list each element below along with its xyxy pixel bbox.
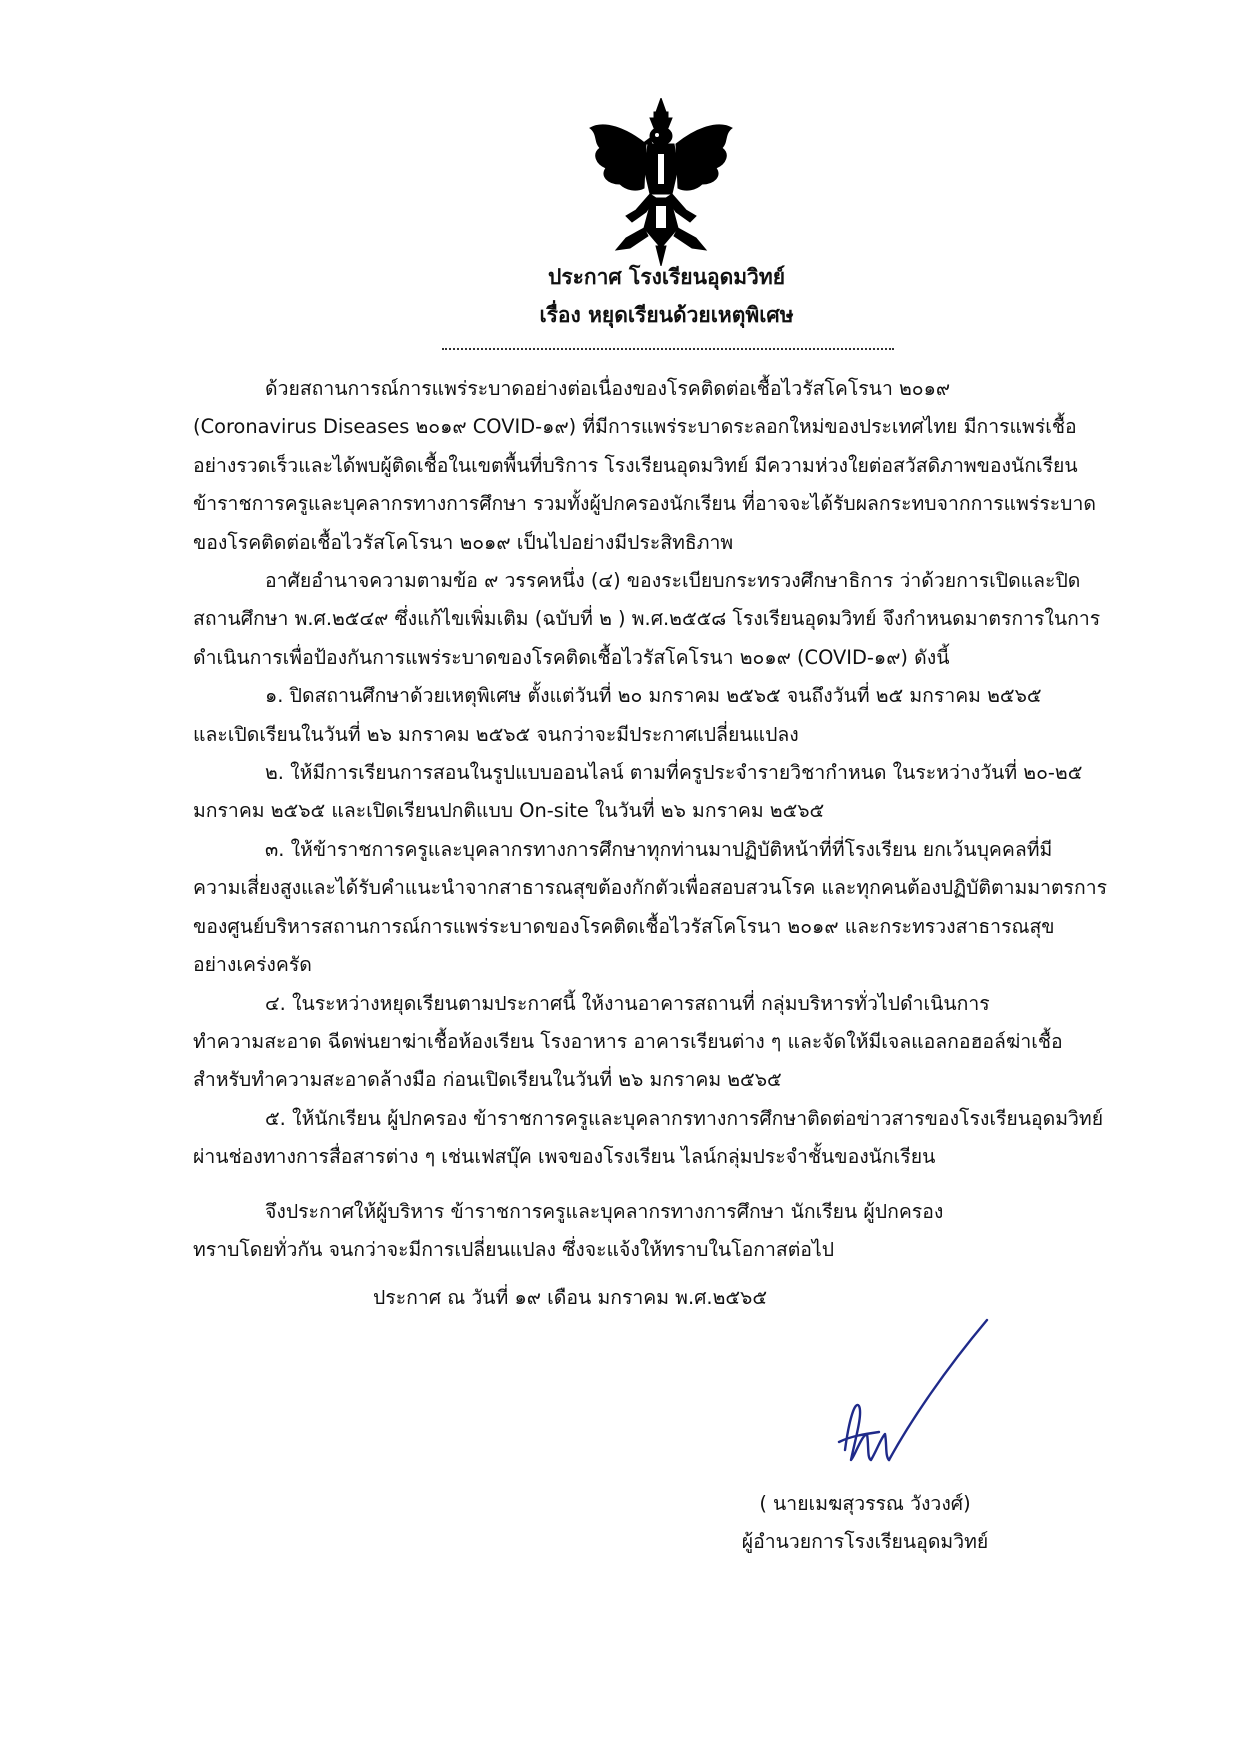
text-line: อาศัยอำนาจความตามข้อ ๙ วรรคหนึ่ง (๔) ของระเบียบกระทรวงศึกษาธิการ ว่าด้วยการเปิดและปิด [265, 569, 1081, 593]
dotted-divider [442, 348, 894, 350]
text-line: มกราคม ๒๕๖๕ และเปิดเรียนปกติแบบ On-site ในวันที่ ๒๖ มกราคม ๒๕๖๕ [193, 799, 825, 823]
text-line: อย่างเคร่งครัด [193, 953, 312, 977]
text-line: และเปิดเรียนในวันที่ ๒๖ มกราคม ๒๕๖๕ จนกว่าจะมีประกาศเปลี่ยนแปลง [193, 722, 799, 746]
text-line: ๑. ปิดสถานศึกษาด้วยเหตุพิเศษ ตั้งแต่วันที่ ๒๐ มกราคม ๒๕๖๕ จนถึงวันที่ ๒๕ มกราคม ๒๕๖๕ [265, 684, 1042, 708]
text-line: ๔. ในระหว่างหยุดเรียนตามประกาศนี้ ให้งานอาคารสถานที่ กลุ่มบริหารทั่วไปดำเนินการ [265, 991, 990, 1015]
text-line: ดำเนินการเพื่อป้องกันการแพร่ระบาดของโรคติดเชื้อไวรัสโคโรนา ๒๐๑๙ (COVID-๑๙) ดังนี้ [193, 645, 950, 669]
garuda-emblem-icon [586, 98, 736, 266]
text-line: ๕. ให้นักเรียน ผู้ปกครอง ข้าราชการครูและบุคลากรทางการศึกษาติดต่อข่าวสารของโรงเรียนอุดมวิทย์ [265, 1106, 1104, 1130]
signature-mark [815, 1310, 1015, 1490]
text-line: ทำความสะอาด ฉีดพ่นยาฆ่าเชื้อห้องเรียน โรงอาหาร อาคารเรียนต่าง ๆ และจัดให้มีเจลแอลกอฮอล์ฆ่าเชื้อ [193, 1029, 1063, 1053]
text-line: ผ่านช่องทางการสื่อสารต่าง ๆ เช่นเฟสบุ๊ค เพจของโรงเรียน ไลน์กลุ่มประจำชั้นของนักเรียน [193, 1145, 936, 1169]
text-line: ๒. ให้มีการเรียนการสอนในรูปแบบออนไลน์ ตามที่ครูประจำรายวิชากำหนด ในระหว่างวันที่ ๒๐-๒๕ [265, 761, 1083, 785]
measure-item-2 [193, 754, 1148, 831]
text-line: ด้วยสถานการณ์การแพร่ระบาดอย่างต่อเนื่องของโรคติดต่อเชื้อไวรัสโคโรนา ๒๐๑๙ [265, 377, 951, 400]
announcement-title: ประกาศ โรงเรียนอุดมวิทย์ [548, 265, 785, 289]
signer-position: ผู้อำนวยการโรงเรียนอุดมวิทย์ [741, 1530, 989, 1553]
paragraph-situation [193, 370, 1148, 562]
measure-item-4 [193, 985, 1148, 1100]
text-line: ของศูนย์บริหารสถานการณ์การแพร่ระบาดของโรคติดเชื้อไวรัสโคโรนา ๒๐๑๙ และกระทรวงสาธารณสุข [193, 914, 1055, 938]
paragraph-authority [193, 562, 1148, 677]
text-line: ความเสี่ยงสูงและได้รับคำแนะนำจากสาธารณสุขต้องกักตัวเพื่อสอบสวนโรค และทุกคนต้องปฏิบัติตามมาตรการ [193, 876, 1108, 900]
text-line: ของโรคติดต่อเชื้อไวรัสโคโรนา ๒๐๑๙ เป็นไปอย่างมีประสิทธิภาพ [193, 530, 734, 554]
measure-item-3 [193, 831, 1148, 985]
text-line: สถานศึกษา พ.ศ.๒๕๔๙ ซึ่งแก้ไขเพิ่มเติม (ฉบับที่ ๒ ) พ.ศ.๒๕๕๘ โรงเรียนอุดมวิทย์ จึงกำหนดมาตรการในการ [193, 607, 1101, 631]
text-line: ข้าราชการครูและบุคลากรทางการศึกษา รวมทั้งผู้ปกครองนักเรียน ที่อาจจะได้รับผลกระทบจากการแพร่ระบาด [193, 492, 1096, 516]
measure-item-1 [193, 677, 1148, 754]
announcement-date: ประกาศ ณ วันที่ ๑๙ เดือน มกราคม พ.ศ.๒๕๖๕ [373, 1286, 768, 1309]
text-line: สำหรับทำความสะอาดล้างมือ ก่อนเปิดเรียนในวันที่ ๒๖ มกราคม ๒๕๖๕ [193, 1068, 782, 1092]
text-line: (Coronavirus Diseases ๒๐๑๙ COVID-๑๙) ที่มีการแพร่ระบาดระลอกใหม่ของประเทศไทย มีการแพร่เชื้อ [193, 415, 1077, 439]
text-line: ๓. ให้ข้าราชการครูและบุคลากรทางการศึกษาทุกท่านมาปฏิบัติหน้าที่ที่โรงเรียน ยกเว้นบุคคลที่มี [265, 837, 1053, 861]
text-line: จึงประกาศให้ผู้บริหาร ข้าราชการครูและบุคลากรทางการศึกษา นักเรียน ผู้ปกครอง [265, 1199, 944, 1223]
text-line: ทราบโดยทั่วกัน จนกว่าจะมีการเปลี่ยนแปลง ซึ่งจะแจ้งให้ทราบในโอกาสต่อไป [193, 1237, 835, 1261]
measure-item-5 [193, 1100, 1148, 1177]
paragraph-closing [193, 1193, 1148, 1270]
text-line: อย่างรวดเร็วและได้พบผู้ติดเชื้อในเขตพื้นที่บริการ โรงเรียนอุดมวิทย์ มีความห่วงใยต่อสวัสดิภาพของนักเรียน [193, 453, 1078, 477]
announcement-subject: เรื่อง หยุดเรียนด้วยเหตุพิเศษ [539, 303, 794, 327]
announcement-body [193, 370, 1148, 1269]
signer-name: ( นายเมฆสุวรรณ วังวงศ์) [759, 1492, 971, 1515]
